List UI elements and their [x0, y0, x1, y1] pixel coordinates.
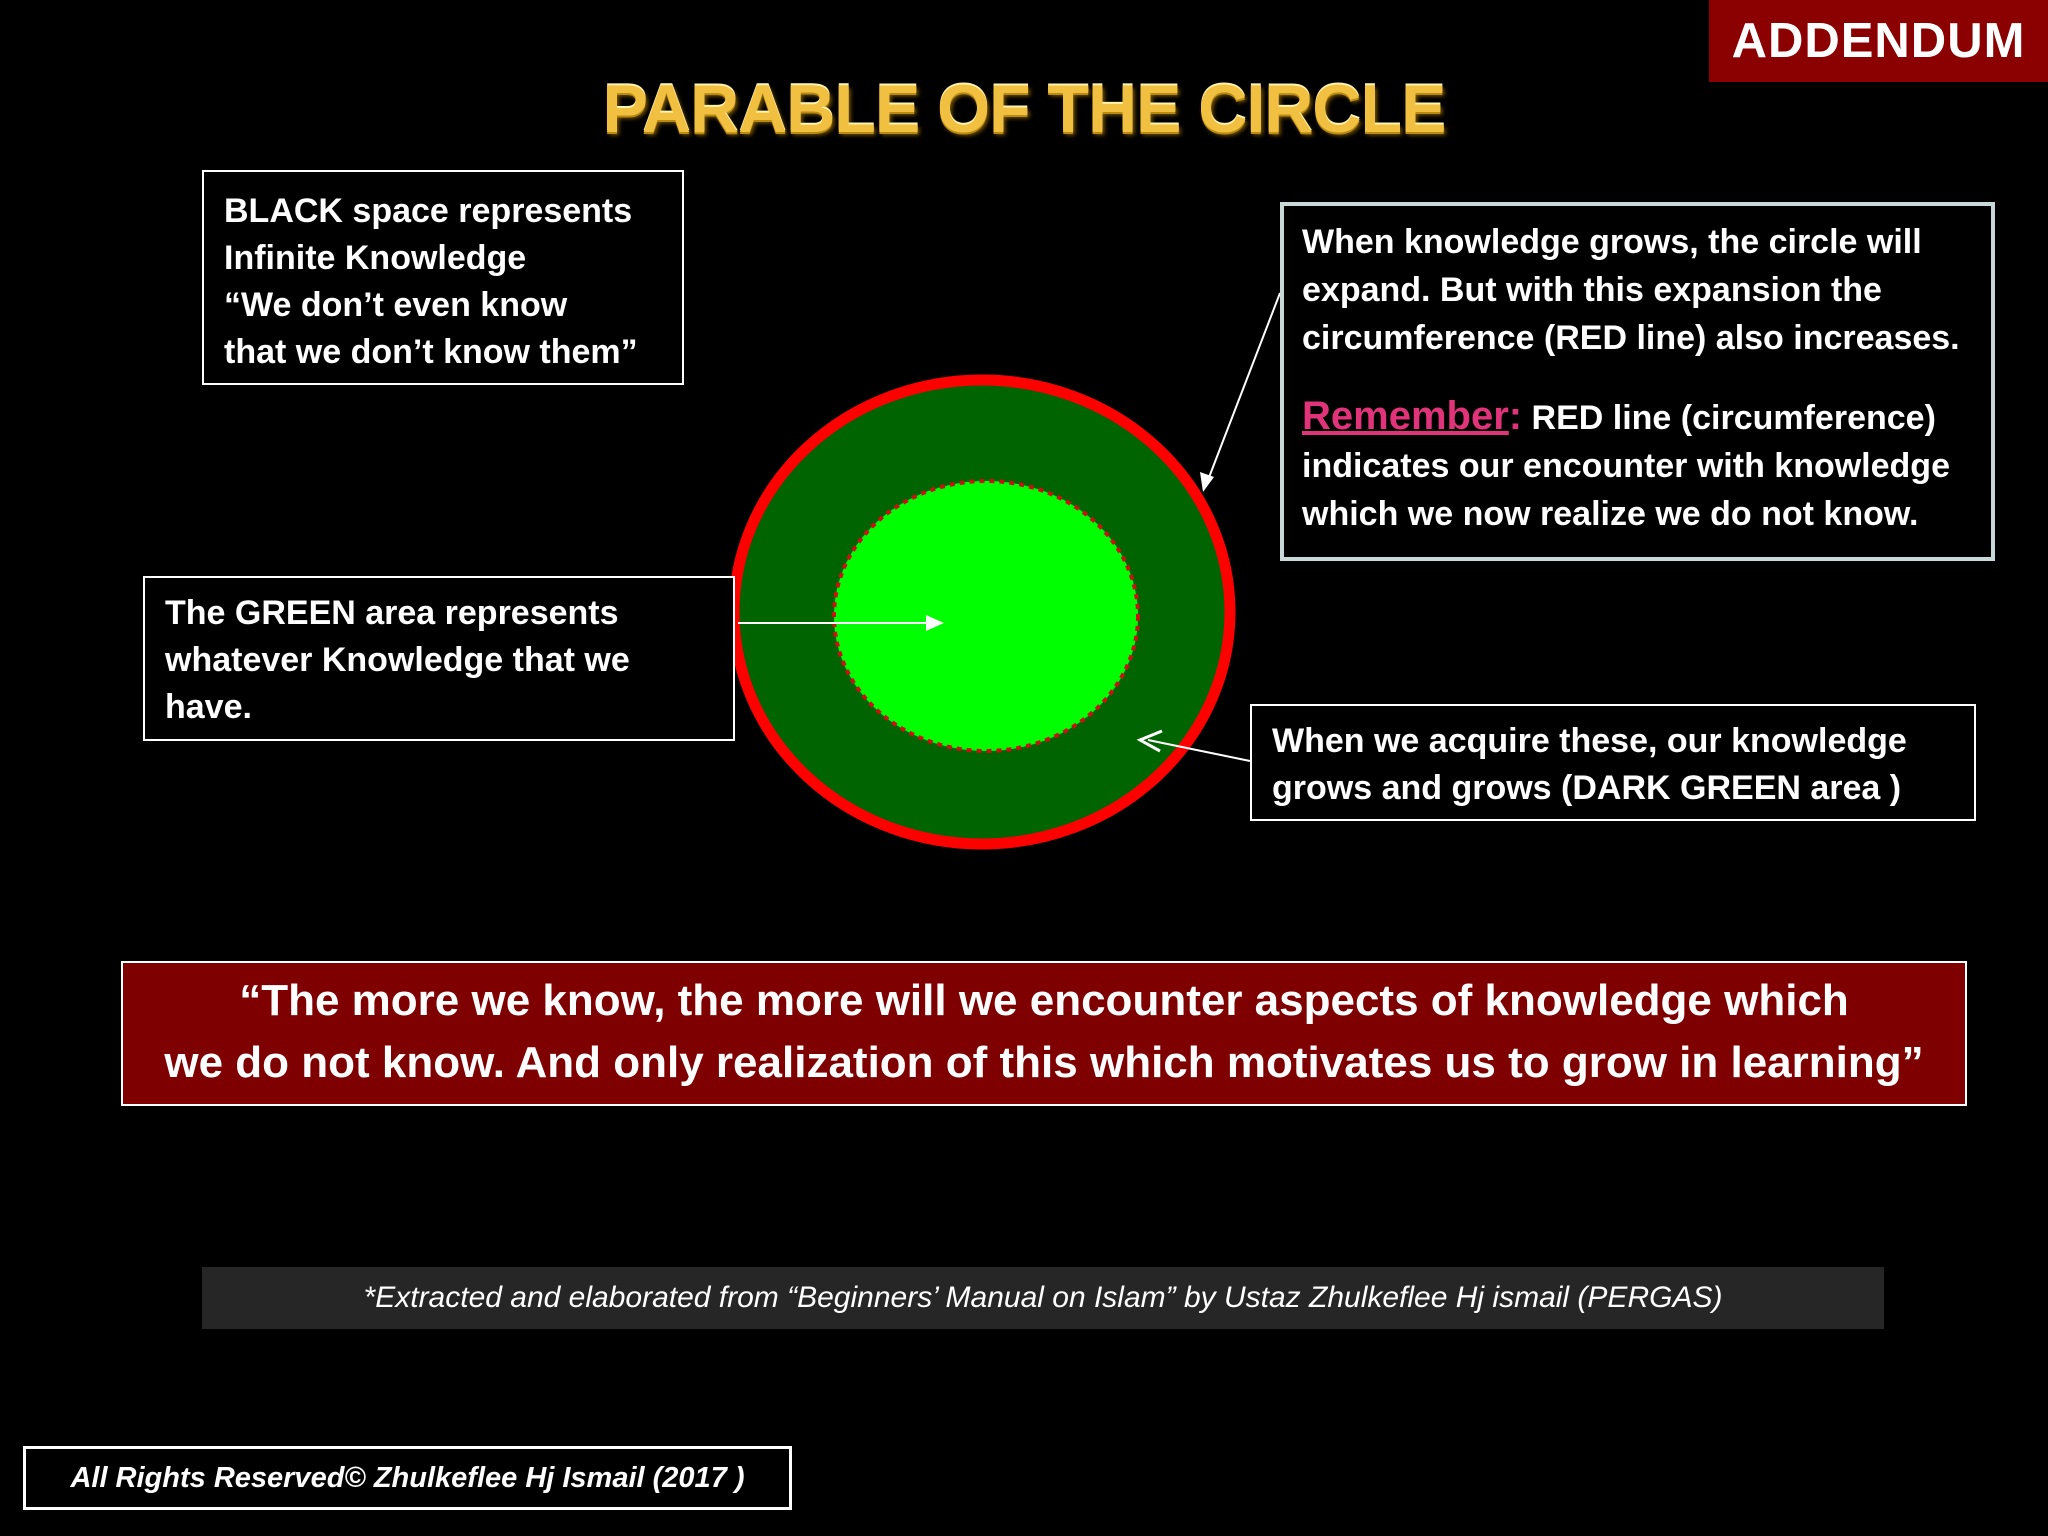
green-area-box [143, 576, 735, 741]
remember-label: Remember [1302, 394, 1509, 438]
black-box-line: Infinite Knowledge [224, 239, 527, 277]
copyright-notice: All Rights Reserved© Zhulkeflee Hj Ismail (2017 ) [23, 1446, 792, 1510]
expand-arrow-head [1200, 472, 1214, 492]
remember-text: RED line (circumference) indicates our encounter with knowledge [1302, 399, 1950, 485]
expansion-text: When knowledge grows, the circle will expand. But with this expansion the circumference (RED line) also increases. [1302, 223, 1960, 357]
addendum-badge: ADDENDUM [1709, 0, 2048, 82]
quote-line-1: “The more we know, the more will we encounter aspects of knowledge which [239, 976, 1849, 1025]
source-citation: *Extracted and elaborated from “Beginners’ Manual on Islam” by Ustaz Zhulkeflee Hj ismail (PERGAS) [202, 1267, 1884, 1329]
quote-banner [121, 961, 1967, 1106]
expansion-box-text [1302, 218, 2002, 538]
black-box-line: that we don’t know them” [224, 333, 638, 371]
black-box-line: “We don’t even know [224, 286, 568, 324]
overflow-text: which we now realize we do not know. [1302, 495, 1919, 533]
acquire-box [1250, 704, 1976, 821]
remember-colon: : [1508, 394, 1523, 438]
inner-green-area [834, 481, 1138, 751]
remember-paragraph [1302, 392, 2002, 490]
page-title: PARABLE OF THE CIRCLE [602, 71, 1446, 147]
black-space-box [202, 170, 684, 385]
acquire-box-text: When we acquire these, our knowledge grows and grows (DARK GREEN area ) [1272, 722, 1907, 807]
black-box-line: BLACK space represents [224, 192, 633, 230]
expand-arrow-line [1208, 293, 1280, 480]
quote-line-2: we do not know. And only realization of this which motivates us to grow in learning” [164, 1038, 1924, 1087]
green-box-text: The GREEN area represents whatever Knowledge that we have. [165, 594, 630, 726]
